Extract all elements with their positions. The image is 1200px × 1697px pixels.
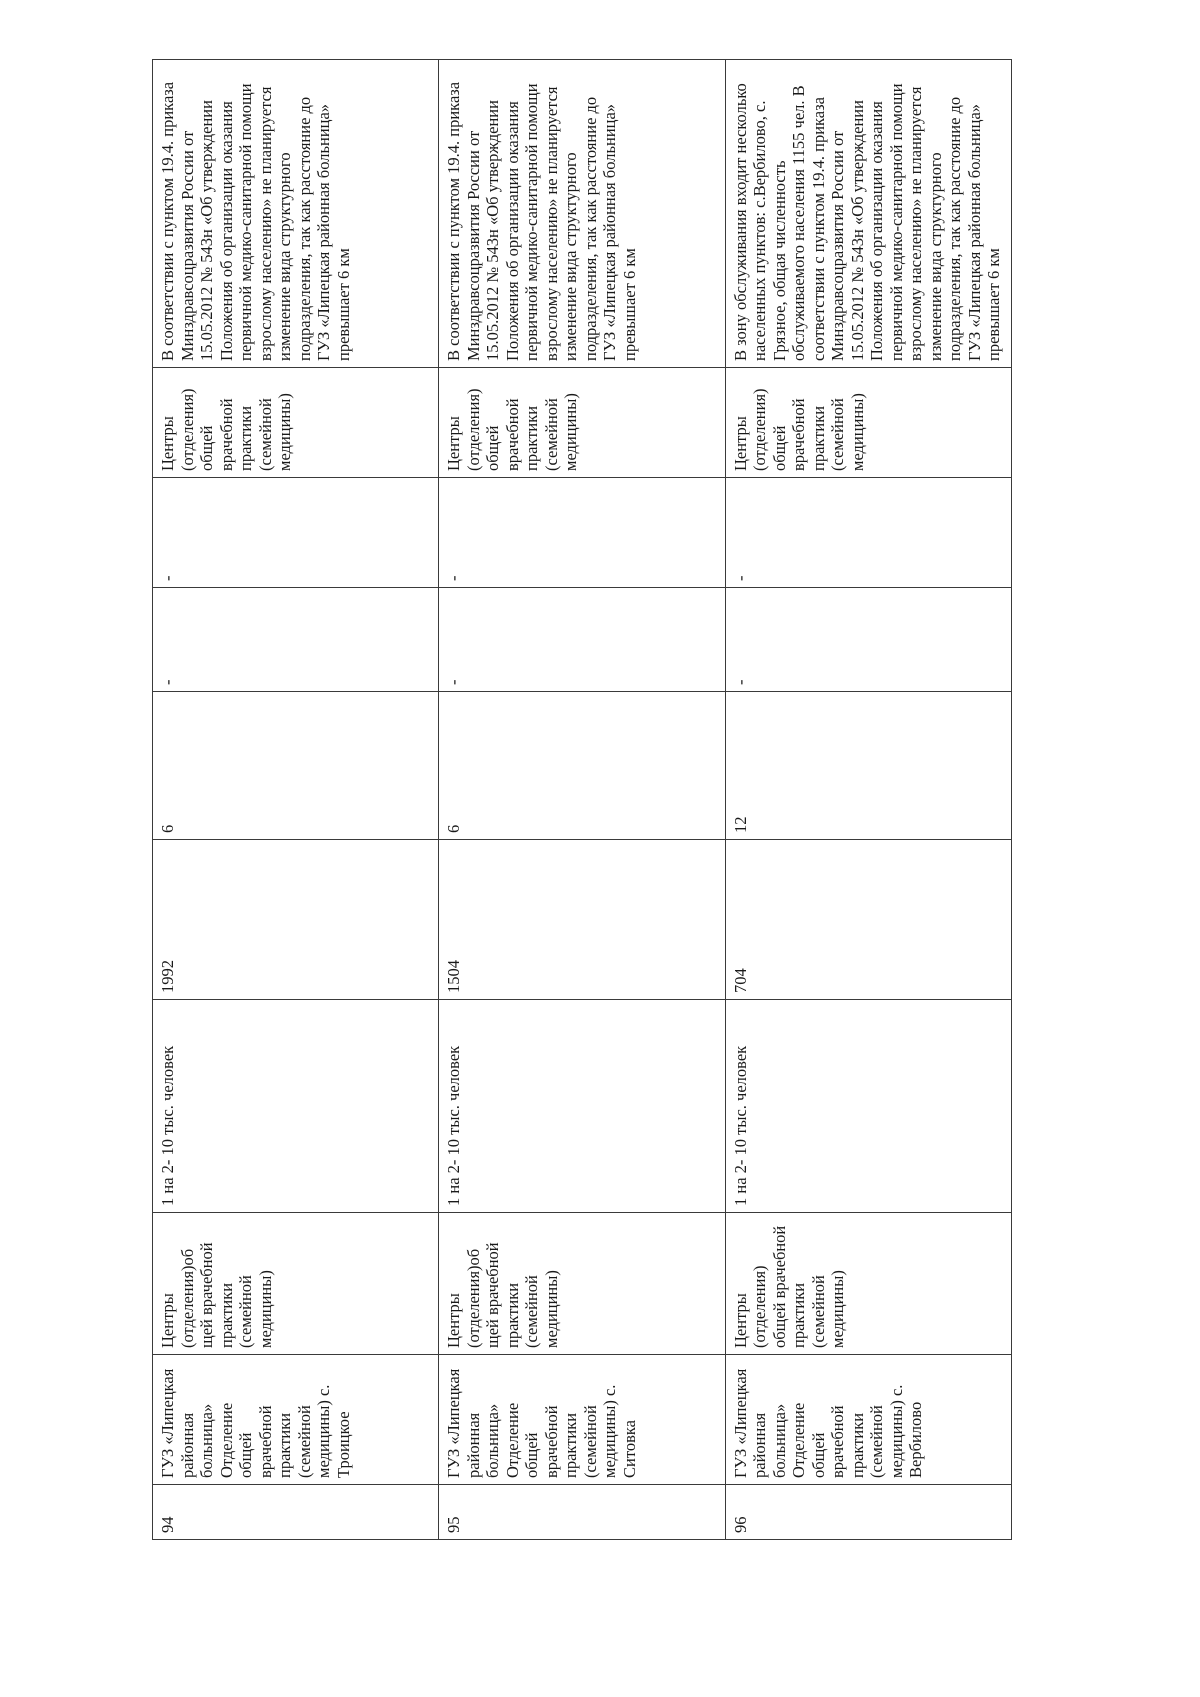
row-number: 96 xyxy=(725,1485,1011,1540)
population-cell: 1992 xyxy=(153,840,439,1000)
unit-type-cell: Центры (отделения) общей врачебной практики (семейной медицины) xyxy=(725,1213,1011,1355)
note-cell: В соответствии с пунктом 19.4. приказа Минздравсоцразвития России от 15.05.2012 № 543н «Об утверждении Положения об организации оказания первичной медико-санитарной помощи взрослому населению» не планируется изменение вида структурного подразделения, так как расстояние до ГУЗ «Липецкая районная больница» превышает 6 км xyxy=(153,60,439,368)
dash-cell: - xyxy=(725,588,1011,692)
facilities-table xyxy=(152,59,1012,1540)
distance-cell: 6 xyxy=(153,692,439,840)
dash-cell: - xyxy=(725,478,1011,588)
target-type-cell: Центры (отделения) общей врачебной практики (семейной медицины) xyxy=(439,368,725,478)
organization-cell: ГУЗ «Липецкая районная больница» Отделение общей врачебной практики (семейной медицины) с. Ситовка xyxy=(439,1355,725,1485)
row-number: 94 xyxy=(153,1485,439,1540)
norm-cell: 1 на 2- 10 тыс. человек xyxy=(439,1000,725,1213)
note-cell: В зону обслуживания входит несколько населенных пунктов: с.Вербилово, с. Грязное, общая численность обслуживаемого населения 1155 чел. В соответствии с пунктом 19.4. приказа Минздравсоцразвития России от 15.05.2012 № 543н «Об утверждении Положения об организации оказания первичной медико-санитарной помощи взрослому населению» не планируется изменение вида структурного подразделения, так как расстояние до ГУЗ «Липецкая районная больница» превышает 6 км xyxy=(725,60,1011,368)
unit-type-cell: Центры (отделения)об щей врачебной практики (семейной медицины) xyxy=(439,1213,725,1355)
population-cell: 1504 xyxy=(439,840,725,1000)
norm-cell: 1 на 2- 10 тыс. человек xyxy=(725,1000,1011,1213)
table-row xyxy=(153,60,439,1540)
dash-cell: - xyxy=(439,478,725,588)
table-row xyxy=(439,60,725,1540)
dash-cell: - xyxy=(153,478,439,588)
unit-type-cell: Центры (отделения)об щей врачебной практики (семейной медицины) xyxy=(153,1213,439,1355)
dash-cell: - xyxy=(439,588,725,692)
target-type-cell: Центры (отделения) общей врачебной практики (семейной медицины) xyxy=(725,368,1011,478)
row-number: 95 xyxy=(439,1485,725,1540)
distance-cell: 12 xyxy=(725,692,1011,840)
population-cell: 704 xyxy=(725,840,1011,1000)
norm-cell: 1 на 2- 10 тыс. человек xyxy=(153,1000,439,1213)
organization-cell: ГУЗ «Липецкая районная больница» Отделение общей врачебной практики (семейной медицины) с. Троицкое xyxy=(153,1355,439,1485)
organization-cell: ГУЗ «Липецкая районная больница» Отделение общей врачебной практики (семейной медицины) с. Вербилово xyxy=(725,1355,1011,1485)
note-cell: В соответствии с пунктом 19.4. приказа Минздравсоцразвития России от 15.05.2012 № 543н «Об утверждении Положения об организации оказания первичной медико-санитарной помощи взрослому населению» не планируется изменение вида структурного подразделения, так как расстояние до ГУЗ «Липецкая районная больница» превышает 6 км xyxy=(439,60,725,368)
dash-cell: - xyxy=(153,588,439,692)
target-type-cell: Центры (отделения) общей врачебной практики (семейной медицины) xyxy=(153,368,439,478)
table-row xyxy=(725,60,1011,1540)
distance-cell: 6 xyxy=(439,692,725,840)
rotated-page xyxy=(152,60,1012,1540)
